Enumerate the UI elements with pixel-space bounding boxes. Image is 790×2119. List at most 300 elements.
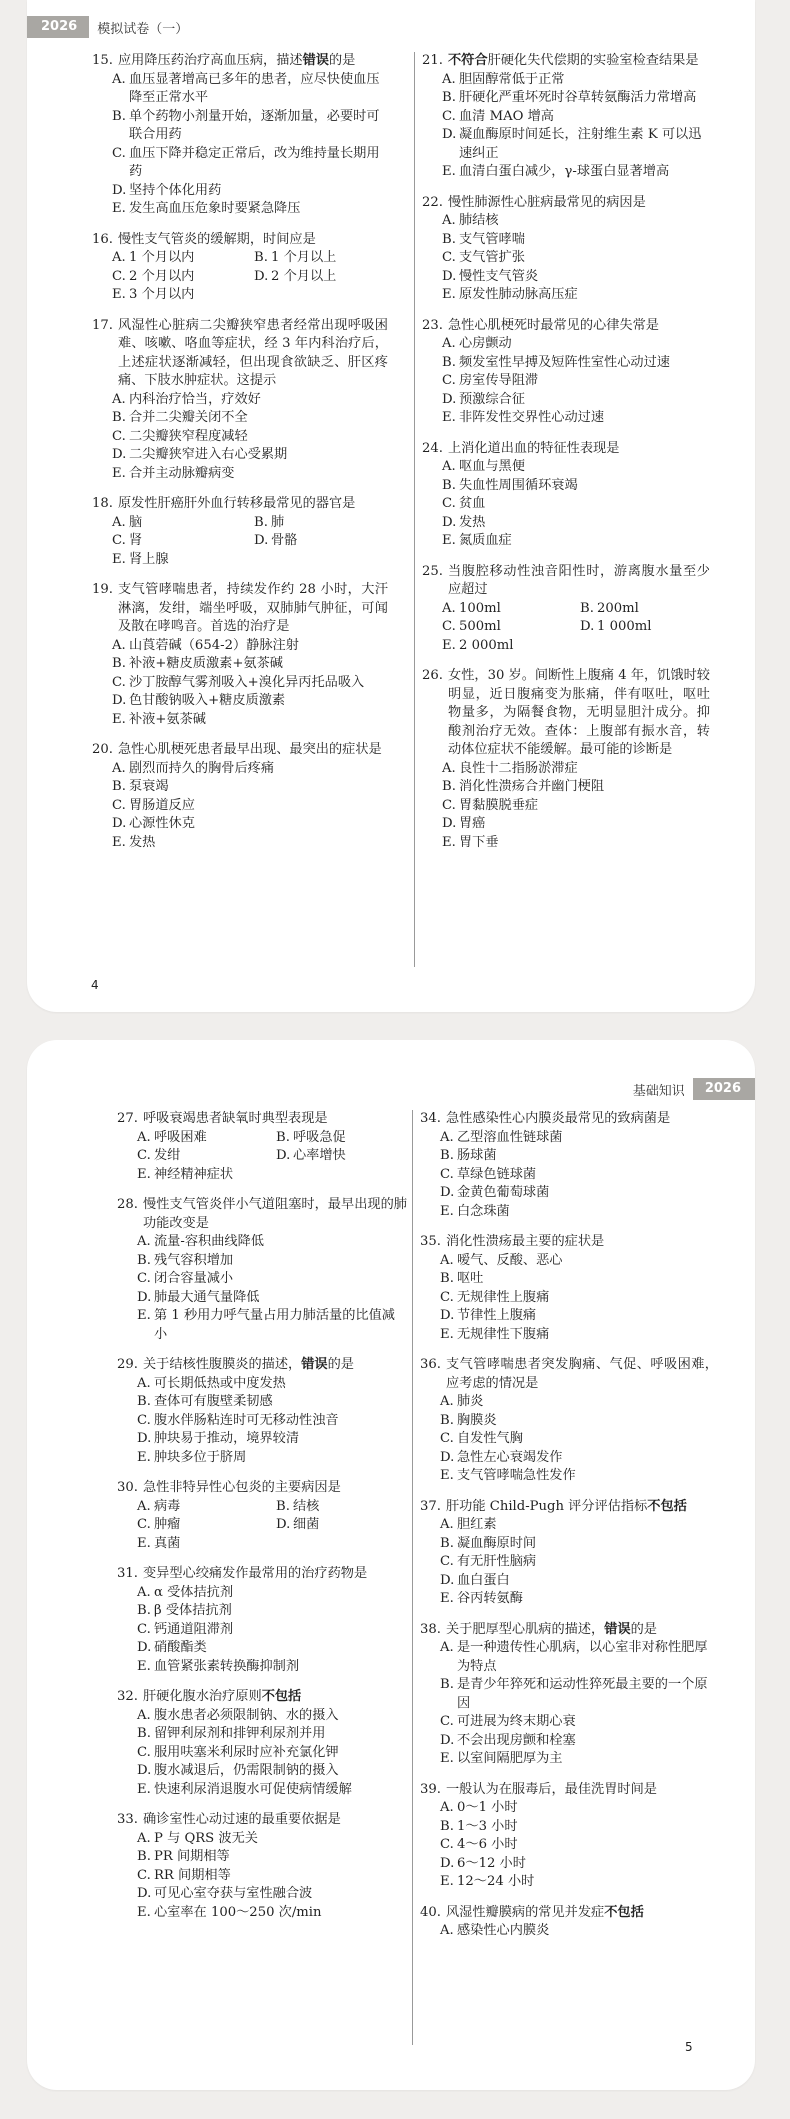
question-stem xyxy=(420,1621,718,1640)
answer-option xyxy=(137,1233,407,1252)
option-letter: B. xyxy=(442,779,456,794)
question-item xyxy=(117,1565,407,1676)
option-letter: A. xyxy=(442,213,456,228)
option-letter: C. xyxy=(137,1517,151,1532)
option-text: 腹水减退后，仍需限制钠的摄入 xyxy=(154,1763,339,1778)
stem-text: 肝硬化失代偿期的实验室检查结果是 xyxy=(487,53,699,68)
option-letter: D. xyxy=(440,1572,455,1588)
question-item xyxy=(422,317,710,428)
option-text: 脑 xyxy=(129,514,143,530)
option-text: 贫血 xyxy=(459,496,486,511)
option-text: 200ml xyxy=(597,600,639,616)
option-text: 查体可有腹壁柔韧感 xyxy=(154,1394,273,1409)
answer-option xyxy=(112,391,388,410)
option-letter: E. xyxy=(137,1904,151,1920)
question-item xyxy=(422,52,710,182)
question-item xyxy=(92,581,388,729)
question-number: 32. xyxy=(117,1689,138,1704)
answer-option xyxy=(112,834,388,853)
option-letter: E. xyxy=(442,834,456,850)
option-text: 1 000ml xyxy=(597,619,652,634)
option-list xyxy=(420,1393,718,1486)
option-list xyxy=(92,391,388,484)
answer-option xyxy=(137,1289,407,1308)
question-stem xyxy=(422,667,710,760)
answer-option xyxy=(137,1516,268,1535)
question-item xyxy=(92,317,388,484)
question-item xyxy=(92,495,388,569)
stem-text: 确诊室性心动过速的最重要依据是 xyxy=(143,1812,341,1827)
answer-option xyxy=(137,1129,268,1148)
question-item xyxy=(420,1498,718,1609)
option-letter: E. xyxy=(440,1751,454,1766)
question-number: 31. xyxy=(117,1566,138,1581)
option-letter: C. xyxy=(440,1554,454,1569)
answer-option xyxy=(442,409,710,428)
answer-option xyxy=(137,1744,407,1763)
option-text: 频发室性早搏及短阵性室性心动过速 xyxy=(459,354,670,370)
question-item xyxy=(420,1781,718,1892)
option-list xyxy=(92,637,388,730)
option-text: 可进展为终末期心衰 xyxy=(457,1714,576,1729)
option-text: 泵衰竭 xyxy=(129,779,169,794)
page-header xyxy=(633,1078,755,1100)
option-text: 肺结核 xyxy=(459,213,499,228)
option-text: 凝血酶原时间延长，注射维生素 K 可以迅速纠正 xyxy=(459,127,702,161)
option-letter: A. xyxy=(112,250,126,265)
option-letter: D. xyxy=(137,1886,152,1901)
answer-option xyxy=(137,1535,268,1554)
option-text: 腹水患者必须限制钠、水的摄入 xyxy=(154,1707,339,1723)
answer-option xyxy=(137,1412,407,1431)
answer-option xyxy=(442,372,710,391)
option-letter: D. xyxy=(580,619,595,634)
answer-option xyxy=(442,477,710,496)
option-letter: E. xyxy=(440,1203,454,1219)
answer-option xyxy=(440,1184,718,1203)
option-letter: B. xyxy=(276,1498,290,1514)
answer-option xyxy=(112,532,246,551)
option-text: 白念珠菌 xyxy=(457,1203,510,1219)
option-text: 心源性休克 xyxy=(129,816,195,831)
option-text: 3 个月以内 xyxy=(129,287,195,302)
option-text: 肺炎 xyxy=(457,1394,484,1409)
answer-option xyxy=(254,268,388,287)
option-text: 发热 xyxy=(129,834,156,850)
question-number: 20. xyxy=(92,742,113,757)
answer-option xyxy=(137,1307,407,1344)
answer-option xyxy=(442,163,710,182)
option-letter: E. xyxy=(137,1781,151,1797)
answer-option xyxy=(137,1584,407,1603)
option-text: 呕吐 xyxy=(457,1271,484,1286)
answer-option xyxy=(112,249,246,268)
option-letter: D. xyxy=(137,1640,152,1655)
option-text: 硝酸酯类 xyxy=(154,1640,207,1655)
option-text: PR 间期相等 xyxy=(154,1849,230,1864)
answer-option xyxy=(442,71,710,90)
option-text: 金黄色葡萄球菌 xyxy=(457,1185,550,1200)
stem-text: 应用降压药治疗高血压病，描述 xyxy=(118,53,303,68)
option-letter: E. xyxy=(442,533,456,548)
answer-option xyxy=(440,1412,718,1431)
option-text: 肝硬化严重坏死时谷草转氨酶活力常增高 xyxy=(459,90,697,105)
option-text: 无规律性下腹痛 xyxy=(457,1326,550,1342)
answer-option xyxy=(440,1393,718,1412)
emphasis-text: 错误 xyxy=(604,1621,631,1637)
option-letter: D. xyxy=(137,1289,152,1305)
option-letter: D. xyxy=(442,391,457,407)
option-letter: D. xyxy=(254,268,269,284)
option-text: α 受体拮抗剂 xyxy=(154,1584,234,1600)
emphasis-text: 不包括 xyxy=(647,1498,687,1514)
question-item xyxy=(420,1356,718,1486)
question-number: 27. xyxy=(117,1111,138,1126)
option-letter: B. xyxy=(440,1148,454,1163)
option-text: 合并主动脉瓣病变 xyxy=(129,465,235,481)
answer-option xyxy=(442,778,710,797)
answer-option xyxy=(442,212,710,231)
option-letter: E. xyxy=(137,1166,151,1182)
option-letter: A. xyxy=(442,760,456,776)
answer-option xyxy=(137,1830,407,1849)
answer-option xyxy=(112,815,388,834)
option-letter: B. xyxy=(254,514,268,530)
option-letter: B. xyxy=(440,1677,454,1692)
stem-text: 风湿性瓣膜病的常见并发症 xyxy=(446,1904,605,1920)
answer-option xyxy=(440,1873,718,1892)
answer-option xyxy=(112,446,388,465)
option-text: 支气管哮喘急性发作 xyxy=(457,1468,576,1483)
option-text: 细菌 xyxy=(293,1517,320,1532)
answer-option xyxy=(440,1430,718,1449)
answer-option xyxy=(112,428,388,447)
answer-option xyxy=(112,655,388,674)
option-letter: E. xyxy=(442,637,456,653)
option-letter: A. xyxy=(137,1375,151,1391)
answer-option xyxy=(440,1307,718,1326)
option-letter: D. xyxy=(442,514,457,530)
option-text: 预激综合征 xyxy=(459,391,525,407)
option-list xyxy=(117,1129,407,1185)
option-text: 病毒 xyxy=(154,1498,181,1514)
question-stem xyxy=(422,440,710,459)
option-letter: A. xyxy=(440,1129,454,1145)
answer-option xyxy=(112,551,246,570)
option-text: 坚持个体化用药 xyxy=(129,182,222,198)
option-text: 原发性肺动脉高压症 xyxy=(459,287,578,302)
question-stem xyxy=(92,581,388,637)
question-text xyxy=(448,440,710,459)
option-letter: B. xyxy=(440,1535,454,1551)
option-letter: D. xyxy=(440,1449,455,1465)
option-text: 呕血与黑便 xyxy=(459,459,525,474)
question-text xyxy=(446,1110,718,1129)
option-letter: B. xyxy=(276,1129,290,1145)
question-number: 15. xyxy=(92,53,113,68)
option-text: P 与 QRS 波无关 xyxy=(154,1830,258,1846)
option-text: 肿瘤 xyxy=(154,1517,181,1532)
option-list xyxy=(422,760,710,853)
option-letter: E. xyxy=(137,1658,151,1674)
option-letter: A. xyxy=(137,1498,151,1514)
answer-option xyxy=(440,1326,718,1345)
answer-option xyxy=(442,618,572,637)
answer-option xyxy=(442,249,710,268)
answer-option xyxy=(440,1676,718,1713)
answer-option xyxy=(440,1818,718,1837)
answer-option xyxy=(442,797,710,816)
answer-option xyxy=(442,637,572,656)
option-text: 发绀 xyxy=(154,1148,181,1163)
answer-option xyxy=(276,1147,407,1166)
option-text: 可长期低热或中度发热 xyxy=(154,1375,286,1391)
stem-text: 急性心肌梗死时最常见的心律失常是 xyxy=(448,317,659,333)
answer-option xyxy=(137,1252,407,1271)
question-text xyxy=(446,1498,718,1517)
answer-option xyxy=(440,1639,718,1676)
option-list xyxy=(420,1516,718,1609)
answer-option xyxy=(440,1553,718,1572)
option-text: 1 个月以内 xyxy=(129,250,195,265)
option-text: 色甘酸钠吸入+糖皮质激素 xyxy=(129,693,286,708)
option-letter: E. xyxy=(137,1449,151,1465)
answer-option xyxy=(137,1498,268,1517)
question-item xyxy=(117,1479,407,1553)
option-text: 血清白蛋白减少，γ-球蛋白显著增高 xyxy=(459,164,670,179)
question-text xyxy=(448,563,710,600)
question-column-right xyxy=(422,52,710,864)
option-letter: A. xyxy=(112,391,126,407)
option-text: 2 个月以内 xyxy=(129,268,195,284)
question-text xyxy=(143,1356,407,1375)
option-letter: D. xyxy=(137,1763,152,1778)
answer-option xyxy=(440,1449,718,1468)
answer-option xyxy=(442,760,710,779)
option-text: 肺最大通气量降低 xyxy=(154,1289,260,1305)
option-text: 4～6 小时 xyxy=(457,1837,518,1852)
question-stem xyxy=(117,1356,407,1375)
answer-option xyxy=(442,600,572,619)
question-number: 33. xyxy=(117,1812,138,1827)
stem-text: 变异型心绞痛发作最常用的治疗药物是 xyxy=(143,1566,368,1581)
stem-text: 的是 xyxy=(630,1621,657,1637)
answer-option xyxy=(440,1922,718,1941)
question-item xyxy=(420,1621,718,1769)
option-list xyxy=(92,249,388,305)
option-letter: D. xyxy=(137,1431,152,1446)
question-stem xyxy=(117,1688,407,1707)
stem-text: 支气管哮喘患者突发胸痛、气促、呼吸困难，应考虑的情况是 xyxy=(446,1357,718,1391)
question-stem xyxy=(117,1479,407,1498)
option-text: 失血性周围循环衰竭 xyxy=(459,477,578,493)
option-letter: C. xyxy=(137,1621,151,1637)
question-number: 22. xyxy=(422,194,443,210)
option-letter: C. xyxy=(440,1714,454,1729)
option-letter: A. xyxy=(440,1800,454,1815)
option-letter: A. xyxy=(112,514,126,530)
question-text xyxy=(143,1565,407,1584)
option-text: 胃下垂 xyxy=(459,834,499,850)
answer-option xyxy=(137,1270,407,1289)
option-letter: C. xyxy=(137,1744,151,1760)
option-text: 肺 xyxy=(271,514,285,530)
option-text: 血压显著增高已多年的患者，应尽快使血压降至正常水平 xyxy=(129,71,380,105)
stem-text: 呼吸衰竭患者缺氧时典型表现是 xyxy=(143,1111,328,1126)
answer-option xyxy=(580,618,710,637)
answer-option xyxy=(442,458,710,477)
option-letter: A. xyxy=(442,459,456,474)
option-list xyxy=(420,1922,718,1941)
question-text xyxy=(118,52,388,71)
option-letter: A. xyxy=(442,336,456,351)
option-text: 心室率在 100～250 次/min xyxy=(154,1904,322,1920)
answer-option xyxy=(440,1732,718,1751)
option-text: 发热 xyxy=(459,514,486,530)
option-letter: A. xyxy=(442,600,456,616)
option-letter: E. xyxy=(137,1308,151,1323)
option-text: 100ml xyxy=(459,600,501,616)
answer-option xyxy=(112,108,388,145)
emphasis-text: 错误 xyxy=(302,53,329,68)
question-text xyxy=(446,1904,718,1923)
option-text: 慢性支气管炎 xyxy=(459,268,539,284)
stem-text: 上消化道出血的特征性表现是 xyxy=(448,440,620,456)
stem-text: 当腹腔移动性浊音阳性时，游离腹水量至少应超过 xyxy=(448,563,710,597)
option-text: 内科治疗恰当，疗效好 xyxy=(129,391,261,407)
option-text: 心率增快 xyxy=(293,1148,346,1163)
question-stem xyxy=(420,1233,718,1252)
option-text: β 受体拮抗剂 xyxy=(154,1603,232,1618)
question-item xyxy=(117,1356,407,1467)
answer-option xyxy=(254,249,388,268)
question-stem xyxy=(420,1498,718,1517)
stem-text: 关于肥厚型心肌病的描述， xyxy=(446,1621,605,1637)
option-letter: D. xyxy=(440,1185,455,1200)
answer-option xyxy=(112,778,388,797)
option-list xyxy=(422,335,710,428)
answer-option xyxy=(440,1750,718,1769)
question-stem xyxy=(420,1904,718,1923)
option-letter: A. xyxy=(137,1830,151,1846)
question-text xyxy=(448,52,710,71)
option-text: 胃癌 xyxy=(459,816,486,831)
option-letter: E. xyxy=(442,410,456,425)
answer-option xyxy=(137,1602,407,1621)
answer-option xyxy=(137,1848,407,1867)
question-text xyxy=(143,1688,407,1707)
question-number: 39. xyxy=(420,1781,441,1797)
option-text: 节律性上腹痛 xyxy=(457,1308,537,1323)
option-text: 骨骼 xyxy=(271,533,298,548)
option-text: 闭合容量减小 xyxy=(154,1271,234,1286)
option-letter: B. xyxy=(580,600,594,616)
option-letter: E. xyxy=(442,287,456,302)
option-text: 无规律性上腹痛 xyxy=(457,1289,550,1305)
answer-option xyxy=(440,1289,718,1308)
answer-option xyxy=(442,286,710,305)
option-letter: D. xyxy=(112,182,127,198)
option-letter: B. xyxy=(137,1603,151,1618)
emphasis-text: 不包括 xyxy=(604,1904,644,1920)
option-text: 支气管扩张 xyxy=(459,250,525,265)
answer-option xyxy=(112,760,388,779)
answer-option xyxy=(580,600,710,619)
stem-text: 急性心肌梗死患者最早出现、最突出的症状是 xyxy=(118,742,382,757)
option-letter: B. xyxy=(442,477,456,493)
answer-option xyxy=(137,1867,407,1886)
page-number: 5 xyxy=(685,2040,693,2054)
option-list xyxy=(420,1252,718,1345)
option-text: 500ml xyxy=(459,619,501,634)
answer-option xyxy=(137,1781,407,1800)
stem-text: 支气管哮喘患者，持续发作约 28 小时，大汗淋漓，发绀，端坐呼吸，双肺肺气肿征，可闻及散在哮鸣音。首选的治疗是 xyxy=(118,582,388,634)
question-stem xyxy=(92,231,388,250)
option-letter: C. xyxy=(112,674,126,690)
answer-option xyxy=(137,1147,268,1166)
option-text: 乙型溶血性链球菌 xyxy=(457,1129,563,1145)
option-text: 呼吸困难 xyxy=(154,1129,207,1145)
emphasis-text: 错误 xyxy=(301,1357,328,1372)
answer-option xyxy=(112,692,388,711)
question-stem xyxy=(422,194,710,213)
answer-option xyxy=(112,711,388,730)
answer-option xyxy=(440,1836,718,1855)
question-stem xyxy=(117,1565,407,1584)
year-badge: 2026 xyxy=(27,16,89,38)
answer-option xyxy=(137,1393,407,1412)
option-letter: A. xyxy=(112,637,126,653)
question-text xyxy=(446,1781,718,1800)
option-text: 血压下降并稳定正常后，改为维持量长期用药 xyxy=(129,145,380,179)
option-letter: C. xyxy=(112,797,126,813)
option-letter: C. xyxy=(440,1431,454,1446)
option-letter: B. xyxy=(112,779,126,794)
option-text: 2 个月以上 xyxy=(271,268,337,284)
question-stem xyxy=(92,741,388,760)
stem-text: 慢性支气管炎的缓解期，时间应是 xyxy=(118,231,316,247)
option-letter: A. xyxy=(137,1129,151,1145)
option-text: 血白蛋白 xyxy=(457,1572,510,1588)
answer-option xyxy=(440,1252,718,1271)
question-text xyxy=(446,1356,718,1393)
option-text: 12～24 小时 xyxy=(457,1874,535,1889)
option-letter: B. xyxy=(440,1271,454,1286)
option-text: 胆固醇常低于正常 xyxy=(459,71,565,87)
option-text: 第 1 秒用力呼气量占用力肺活量的比值减小 xyxy=(154,1308,395,1342)
option-letter: C. xyxy=(440,1837,454,1852)
option-letter: C. xyxy=(137,1412,151,1428)
question-number: 21. xyxy=(422,53,443,68)
option-text: 肿块易于推动，境界较清 xyxy=(154,1431,300,1446)
question-text xyxy=(118,741,388,760)
option-letter: C. xyxy=(440,1166,454,1182)
question-stem xyxy=(92,52,388,71)
stem-text: 慢性支气管炎伴小气道阻塞时，最早出现的肺功能改变是 xyxy=(143,1197,407,1231)
question-number: 37. xyxy=(420,1498,441,1514)
answer-option xyxy=(137,1166,268,1185)
option-letter: E. xyxy=(442,164,456,179)
question-text xyxy=(118,581,388,637)
option-text: 感染性心内膜炎 xyxy=(457,1923,550,1938)
option-letter: A. xyxy=(440,1252,454,1268)
stem-text: 原发性肝癌肝外血行转移最常见的器官是 xyxy=(118,496,356,511)
question-text xyxy=(118,231,388,250)
option-text: 胸膜炎 xyxy=(457,1412,497,1428)
option-list xyxy=(422,600,710,656)
option-letter: D. xyxy=(440,1732,455,1748)
option-text: 合并二尖瓣关闭不全 xyxy=(129,410,248,425)
